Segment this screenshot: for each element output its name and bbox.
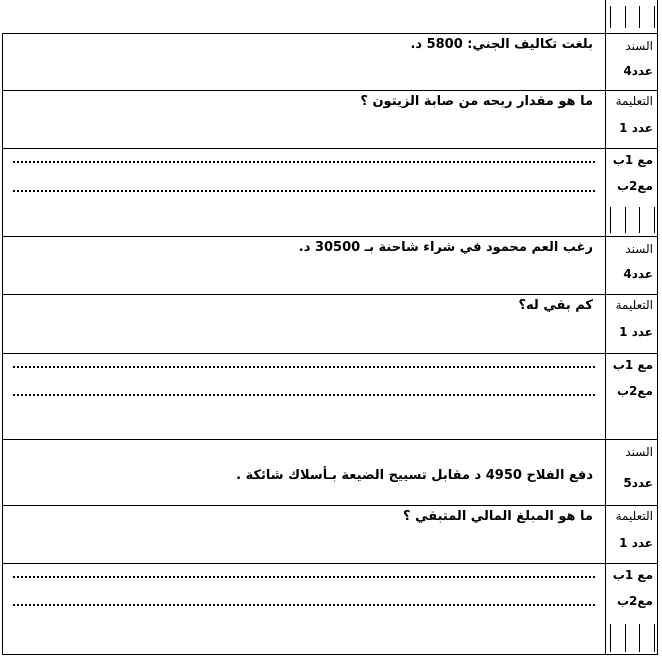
instruction-label: التعليمة [615, 94, 653, 108]
criterion-label: مع2ب [616, 179, 653, 193]
instruction-row [2, 505, 658, 563]
statement-cell [2, 237, 606, 294]
answer-line[interactable] [13, 604, 595, 606]
instruction-number: عدد 1 [619, 325, 653, 339]
score-box [639, 207, 655, 233]
criterion-label: مع 1ب [612, 358, 653, 372]
instruction-row [2, 90, 658, 148]
answer-line[interactable] [13, 161, 595, 163]
sanad-row [2, 236, 658, 294]
instruction-number: عدد 1 [619, 121, 653, 135]
criterion-label: مع 1ب [612, 568, 653, 582]
score-box [610, 207, 626, 233]
answer-line[interactable] [13, 190, 595, 192]
instruction-label-cell [606, 506, 658, 563]
score-boxes [610, 6, 654, 28]
score-box [639, 6, 655, 28]
sanad-number: عدد4 [623, 267, 653, 281]
sanad-number: عدد5 [623, 476, 653, 490]
criterion-label: مع2ب [616, 594, 653, 608]
score-box [625, 624, 641, 652]
sanad-row [2, 33, 658, 90]
criterion-label: مع 1ب [612, 153, 653, 167]
header-score-row [2, 0, 658, 33]
sanad-label: السند [625, 242, 653, 256]
question-cell [2, 295, 606, 353]
score-box [610, 624, 626, 652]
criteria-cell [606, 354, 658, 439]
instruction-row [2, 294, 658, 353]
instruction-label: التعليمة [615, 298, 653, 312]
answer-row [2, 563, 658, 655]
score-box [639, 624, 655, 652]
statement-text: رغب العم محمود في شراء شاحنة بـ 30500 د. [298, 240, 593, 255]
statement-cell [2, 440, 606, 505]
question-text: كم بقي له؟ [518, 298, 593, 313]
sanad-label: السند [625, 445, 653, 459]
sanad-label-cell [606, 237, 658, 294]
answer-line[interactable] [13, 394, 595, 396]
question-text: ما هو المبلغ المالي المتبقي ؟ [403, 509, 593, 524]
score-box [625, 6, 641, 28]
blank-cell [2, 0, 606, 33]
answer-cell [2, 354, 606, 439]
question-text: ما هو مقدار ربحه من صابة الزيتون ؟ [360, 94, 593, 109]
score-box [625, 207, 641, 233]
question-cell [2, 91, 606, 148]
answer-row [2, 148, 658, 236]
statement-cell [2, 34, 606, 90]
instruction-label-cell [606, 295, 658, 353]
score-boxes [610, 624, 654, 652]
score-cell [606, 0, 658, 33]
criteria-cell [606, 149, 658, 236]
answer-row [2, 353, 658, 439]
instruction-number: عدد 1 [619, 536, 653, 550]
answer-cell [2, 149, 606, 236]
sanad-row [2, 439, 658, 505]
instruction-label: التعليمة [615, 509, 653, 523]
score-boxes [610, 207, 654, 233]
sanad-label-cell [606, 34, 658, 90]
answer-line[interactable] [13, 366, 595, 368]
sanad-number: عدد4 [623, 64, 653, 78]
answer-line[interactable] [13, 576, 595, 578]
answer-cell [2, 564, 606, 654]
sanad-label: السند [625, 39, 653, 53]
criterion-label: مع2ب [616, 384, 653, 398]
instruction-label-cell [606, 91, 658, 148]
score-box [610, 6, 626, 28]
criteria-cell [606, 564, 658, 654]
sanad-label-cell [606, 440, 658, 505]
statement-text: بلغت تكاليف الجني: 5800 د. [410, 37, 593, 52]
statement-text: دفع الفلاح 4950 د مقابل تسييج الضيعة بـأسلاك شائكة . [236, 468, 593, 483]
question-cell [2, 506, 606, 563]
